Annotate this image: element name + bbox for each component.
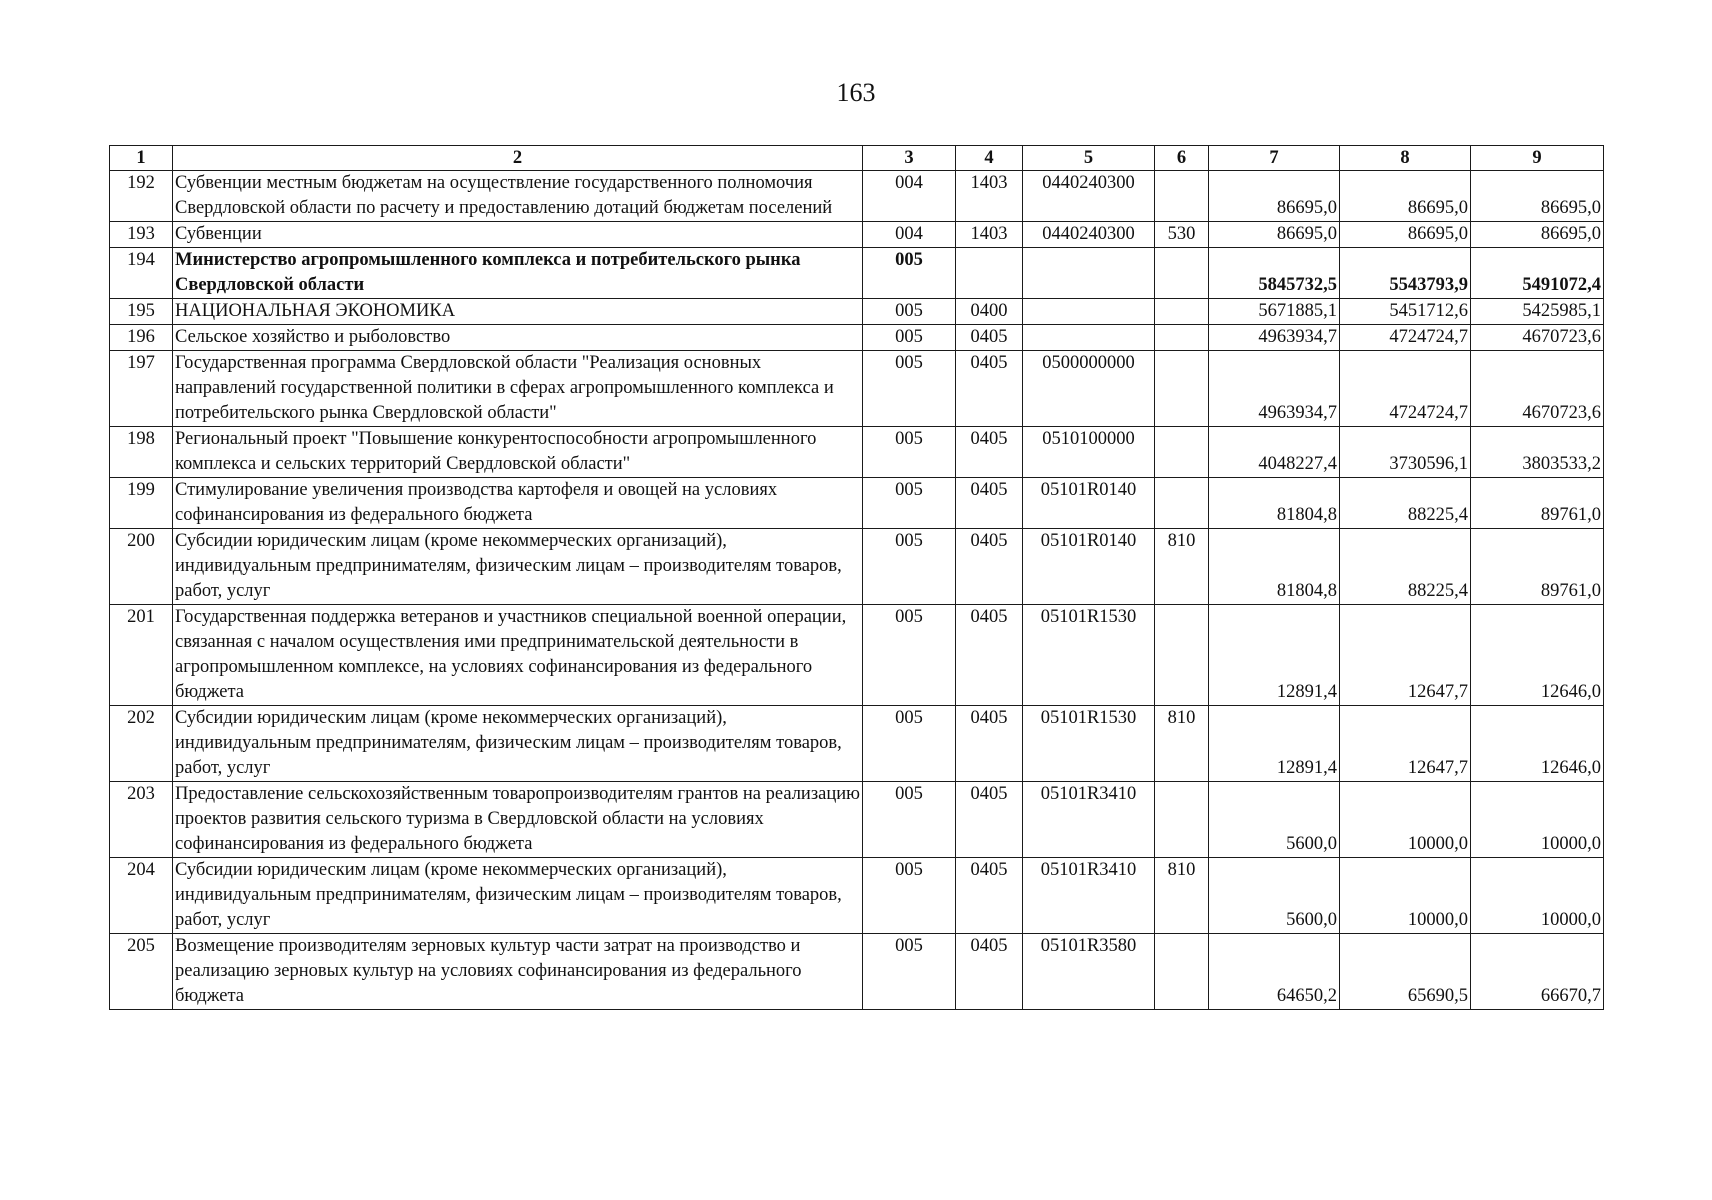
row-number: 198 [110,427,173,478]
amount-col-9: 89761,0 [1471,529,1604,605]
department-code: 005 [863,299,956,325]
amount-col-7: 86695,0 [1209,222,1340,248]
expense-type-code [1155,478,1209,529]
amount-col-8: 86695,0 [1340,222,1471,248]
amount-col-8: 12647,7 [1340,706,1471,782]
row-number: 199 [110,478,173,529]
target-article-code [1023,248,1155,299]
section-code: 0405 [956,478,1023,529]
amount-col-7: 4048227,4 [1209,427,1340,478]
amount-col-9: 12646,0 [1471,605,1604,706]
department-code: 005 [863,427,956,478]
amount-col-7: 81804,8 [1209,529,1340,605]
table-row [110,605,1604,706]
row-description: Субвенции [173,222,863,248]
expense-type-code [1155,934,1209,1010]
amount-col-9: 86695,0 [1471,171,1604,222]
row-description: Стимулирование увеличения производства картофеля и овощей на условиях софинансирования из федерального бюджета [173,478,863,529]
section-code: 0405 [956,351,1023,427]
amount-col-7: 86695,0 [1209,171,1340,222]
department-code: 005 [863,706,956,782]
header-col-1: 1 [110,146,173,171]
table-row [110,478,1604,529]
department-code: 004 [863,171,956,222]
row-number: 192 [110,171,173,222]
department-code: 005 [863,325,956,351]
target-article-code: 05101R0140 [1023,529,1155,605]
row-description: НАЦИОНАЛЬНАЯ ЭКОНОМИКА [173,299,863,325]
header-col-6: 6 [1155,146,1209,171]
target-article-code: 05101R3410 [1023,858,1155,934]
department-code: 005 [863,605,956,706]
page-number: 163 [836,78,876,107]
table-row [110,427,1604,478]
expense-type-code [1155,427,1209,478]
row-description: Субвенции местным бюджетам на осуществление государственного полномочия Свердловской области по расчету и предоставлению дотаций бюджетам поселений [173,171,863,222]
expense-type-code: 810 [1155,529,1209,605]
amount-col-9: 4670723,6 [1471,325,1604,351]
target-article-code: 05101R1530 [1023,706,1155,782]
row-description: Субсидии юридическим лицам (кроме некоммерческих организаций), индивидуальным предпринимателям, физическим лицам – производителям товаров, работ, услуг [173,706,863,782]
section-code: 0405 [956,934,1023,1010]
row-number: 197 [110,351,173,427]
row-description: Министерство агропромышленного комплекса и потребительского рынка Свердловской области [173,248,863,299]
section-code: 0405 [956,782,1023,858]
section-code: 1403 [956,222,1023,248]
expense-type-code [1155,299,1209,325]
row-description: Сельское хозяйство и рыболовство [173,325,863,351]
amount-col-7: 64650,2 [1209,934,1340,1010]
header-col-9: 9 [1471,146,1604,171]
expense-type-code [1155,605,1209,706]
target-article-code: 0500000000 [1023,351,1155,427]
amount-col-9: 10000,0 [1471,782,1604,858]
expense-type-code [1155,248,1209,299]
amount-col-7: 5600,0 [1209,858,1340,934]
target-article-code: 05101R0140 [1023,478,1155,529]
row-number: 200 [110,529,173,605]
header-col-7: 7 [1209,146,1340,171]
table-row [110,934,1604,1010]
amount-col-7: 12891,4 [1209,605,1340,706]
amount-col-7: 5600,0 [1209,782,1340,858]
target-article-code: 05101R1530 [1023,605,1155,706]
amount-col-8: 5543793,9 [1340,248,1471,299]
amount-col-7: 5845732,5 [1209,248,1340,299]
table-row [110,529,1604,605]
expense-type-code [1155,782,1209,858]
amount-col-9: 66670,7 [1471,934,1604,1010]
amount-col-9: 3803533,2 [1471,427,1604,478]
row-number: 193 [110,222,173,248]
expense-type-code [1155,351,1209,427]
expense-type-code: 810 [1155,706,1209,782]
table-row [110,706,1604,782]
table-header [110,146,1604,171]
expense-type-code [1155,171,1209,222]
row-description: Государственная программа Свердловской области "Реализация основных направлений государственной политики в сферах агропромышленного комплекса и потребительского рынка Свердловской области" [173,351,863,427]
department-code: 005 [863,478,956,529]
row-description: Предоставление сельскохозяйственным товаропроизводителям грантов на реализацию проектов развития сельского туризма в Свердловской области на условиях софинансирования из федерального бюджета [173,782,863,858]
budget-table [109,145,1604,1010]
row-description: Субсидии юридическим лицам (кроме некоммерческих организаций), индивидуальным предпринимателям, физическим лицам – производителям товаров, работ, услуг [173,858,863,934]
section-code: 0405 [956,427,1023,478]
table-row [110,325,1604,351]
amount-col-9: 5425985,1 [1471,299,1604,325]
amount-col-8: 10000,0 [1340,858,1471,934]
table-row [110,858,1604,934]
target-article-code: 0440240300 [1023,222,1155,248]
table-row [110,248,1604,299]
department-code: 005 [863,248,956,299]
department-code: 004 [863,222,956,248]
target-article-code: 0510100000 [1023,427,1155,478]
target-article-code: 0440240300 [1023,171,1155,222]
amount-col-7: 5671885,1 [1209,299,1340,325]
section-code: 0405 [956,858,1023,934]
header-col-5: 5 [1023,146,1155,171]
amount-col-9: 89761,0 [1471,478,1604,529]
amount-col-7: 12891,4 [1209,706,1340,782]
section-code: 1403 [956,171,1023,222]
expense-type-code: 530 [1155,222,1209,248]
target-article-code: 05101R3410 [1023,782,1155,858]
amount-col-8: 65690,5 [1340,934,1471,1010]
amount-col-9: 86695,0 [1471,222,1604,248]
header-col-3: 3 [863,146,956,171]
row-number: 204 [110,858,173,934]
row-number: 195 [110,299,173,325]
target-article-code: 05101R3580 [1023,934,1155,1010]
section-code: 0405 [956,706,1023,782]
amount-col-8: 12647,7 [1340,605,1471,706]
section-code: 0405 [956,605,1023,706]
row-description: Государственная поддержка ветеранов и участников специальной военной операции, связанная с началом осуществления ими предпринимательской деятельности в агропромышленном комплексе, на условиях софинансирования из федерального бюджета [173,605,863,706]
section-code: 0400 [956,299,1023,325]
department-code: 005 [863,351,956,427]
row-number: 196 [110,325,173,351]
row-number: 201 [110,605,173,706]
section-code: 0405 [956,529,1023,605]
department-code: 005 [863,858,956,934]
expense-type-code [1155,325,1209,351]
amount-col-7: 81804,8 [1209,478,1340,529]
amount-col-8: 10000,0 [1340,782,1471,858]
amount-col-8: 88225,4 [1340,529,1471,605]
table-row [110,171,1604,222]
target-article-code [1023,325,1155,351]
row-description: Региональный проект "Повышение конкурентоспособности агропромышленного комплекса и сельских территорий Свердловской области" [173,427,863,478]
amount-col-9: 10000,0 [1471,858,1604,934]
department-code: 005 [863,529,956,605]
department-code: 005 [863,934,956,1010]
expense-type-code: 810 [1155,858,1209,934]
amount-col-8: 5451712,6 [1340,299,1471,325]
amount-col-9: 4670723,6 [1471,351,1604,427]
row-number: 205 [110,934,173,1010]
row-description: Субсидии юридическим лицам (кроме некоммерческих организаций), индивидуальным предпринимателям, физическим лицам – производителям товаров, работ, услуг [173,529,863,605]
table-row [110,782,1604,858]
header-col-8: 8 [1340,146,1471,171]
amount-col-8: 86695,0 [1340,171,1471,222]
amount-col-8: 88225,4 [1340,478,1471,529]
table-row [110,351,1604,427]
section-code: 0405 [956,325,1023,351]
amount-col-9: 5491072,4 [1471,248,1604,299]
amount-col-9: 12646,0 [1471,706,1604,782]
department-code: 005 [863,782,956,858]
row-number: 194 [110,248,173,299]
amount-col-8: 4724724,7 [1340,351,1471,427]
header-col-2: 2 [173,146,863,171]
header-col-4: 4 [956,146,1023,171]
header-row [110,146,1604,171]
row-number: 202 [110,706,173,782]
amount-col-7: 4963934,7 [1209,351,1340,427]
table-row [110,222,1604,248]
target-article-code [1023,299,1155,325]
table-row [110,299,1604,325]
table-body [110,171,1604,1010]
amount-col-8: 4724724,7 [1340,325,1471,351]
amount-col-8: 3730596,1 [1340,427,1471,478]
row-description: Возмещение производителям зерновых культур части затрат на производство и реализацию зерновых культур на условиях софинансирования из федерального бюджета [173,934,863,1010]
row-number: 203 [110,782,173,858]
section-code [956,248,1023,299]
amount-col-7: 4963934,7 [1209,325,1340,351]
